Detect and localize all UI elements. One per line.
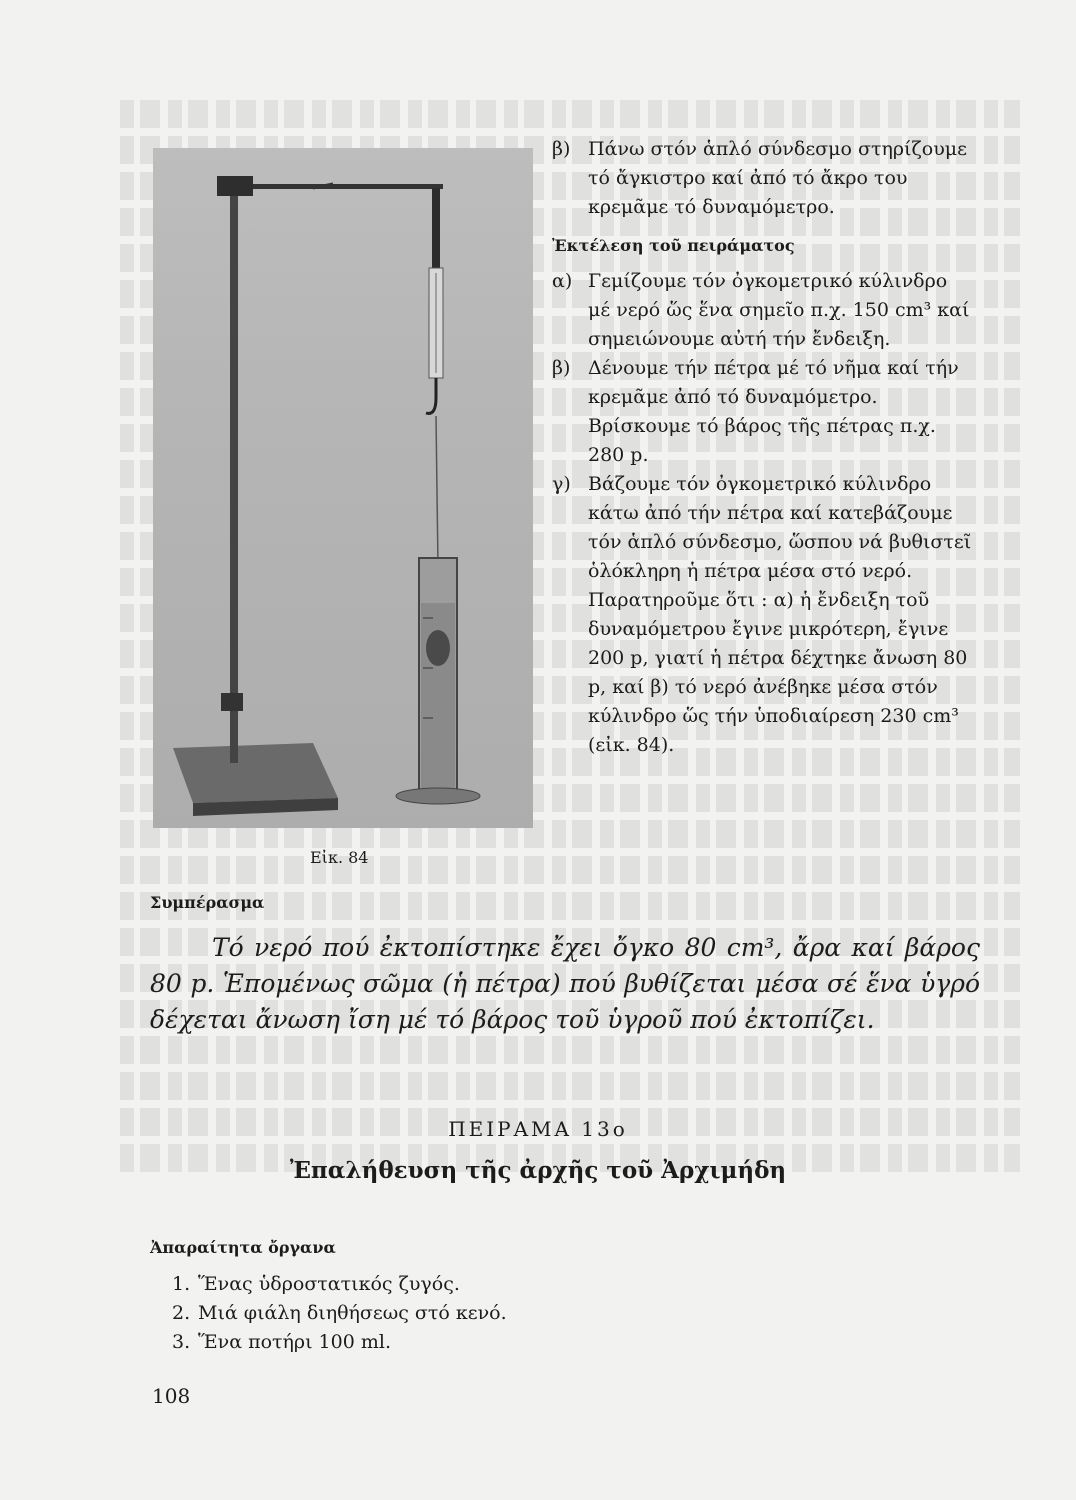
- item-text: Ἕνας ὑδροστατικός ζυγός.: [198, 1273, 460, 1295]
- hook: [426, 378, 436, 413]
- step-text: Δένουμε τήν πέτρα μέ τό νῆμα καί τήν κρεμᾶμε ἀπό τό δυναμόμετρο. Βρίσκουμε τό βάρος τῆς πέτρας π.χ. 280 p.: [588, 357, 959, 466]
- horizontal-arm: [253, 184, 443, 189]
- equipment-heading: Ἀπαραίτητα ὄργανα: [150, 1238, 336, 1257]
- stone: [426, 630, 450, 666]
- step-label: β): [552, 357, 571, 379]
- item-number: 3.: [172, 1331, 191, 1353]
- figure-caption: Εἰκ. 84: [310, 848, 369, 867]
- list-item: [172, 1328, 507, 1357]
- item-number: 1.: [172, 1273, 191, 1295]
- apparatus-illustration: [153, 148, 533, 828]
- list-item: [172, 1299, 507, 1328]
- procedure-step-c: [552, 470, 972, 760]
- stand-rod: [230, 178, 238, 763]
- experiment-subtitle: Ἐπαλήθευση τῆς ἀρχῆς τοῦ Ἀρχιμήδη: [289, 1157, 787, 1184]
- step-text: Γεμίζουμε τόν ὀγκομετρικό κύλινδρο μέ νερό ὥς ἕνα σημεῖο π.χ. 150 cm³ καί σημειώνουμε αὐτή τήν ἔνδειξη.: [588, 270, 970, 350]
- item-text: Μιά φιάλη διηθήσεως στό κενό.: [198, 1302, 507, 1324]
- step-label: α): [552, 270, 573, 292]
- top-clamp: [217, 176, 253, 196]
- conclusion-paragraph: Τό νερό πού ἐκτοπίστηκε ἔχει ὄγκο 80 cm³, ἄρα καί βάρος 80 p. Ἑπομένως σῶμα (ἡ πέτρα) πού βυθίζεται μέσα σέ ἕνα ὑγρό δέχεται ἄνωση ἴση μέ τό βάρος τοῦ ὑγροῦ πού ἐκτοπίζει.: [150, 933, 980, 1034]
- thread: [436, 416, 438, 568]
- stand-base: [173, 743, 338, 803]
- apparatus-photo: [153, 148, 533, 828]
- step-text: Πάνω στόν ἁπλό σύνδεσμο στηρίζουμε τό ἄγκιστρο καί ἀπό τό ἄκρο του κρεμᾶμε τό δυναμόμετρο.: [588, 138, 967, 218]
- conclusion-text: [150, 930, 980, 1038]
- step-text: Βάζουμε τόν ὀγκομετρικό κύλινδρο κάτω ἀπό τήν πέτρα καί κατεβάζουμε τόν ἁπλό σύνδεσμο, ὥσπου νά βυθιστεῖ ὁλόκληρη ἡ πέτρα μέσα στό νερό. Παρατηροῦμε ὅτι : α) ἡ ἔνδειξη τοῦ δυναμόμετρου ἔγινε μικρότερη, ἔγινε 200 p, γιατί ἡ πέτρα δέχτηκε ἄνωση 80 p, καί β) τό νερό ἀνέβηκε μέσα στόν κύλινδρο ὥς τήν ὑποδιαίρεση 230 cm³ (εἰκ. 84).: [588, 473, 972, 756]
- conclusion-heading: Συμπέρασμα: [150, 893, 265, 912]
- procedure-heading: Ἐκτέλεση τοῦ πειράματος: [552, 236, 795, 255]
- step-label: β): [552, 138, 571, 160]
- item-number: 2.: [172, 1302, 191, 1324]
- step-label: γ): [552, 473, 571, 495]
- procedure-step-b: [552, 354, 972, 470]
- setup-step-b: [552, 135, 972, 222]
- procedure-step-a: [552, 267, 972, 354]
- dynamometer: [432, 188, 440, 268]
- experiment-title: ΠΕΙΡΑΜΑ 13ο: [448, 1117, 628, 1141]
- rod-clamp: [221, 693, 243, 711]
- cylinder-base: [396, 788, 480, 804]
- list-item: [172, 1270, 507, 1299]
- procedure-column: [552, 135, 972, 760]
- equipment-list: [172, 1270, 507, 1357]
- page-number: 108: [152, 1384, 191, 1408]
- item-text: Ἕνα ποτήρι 100 ml.: [198, 1331, 391, 1353]
